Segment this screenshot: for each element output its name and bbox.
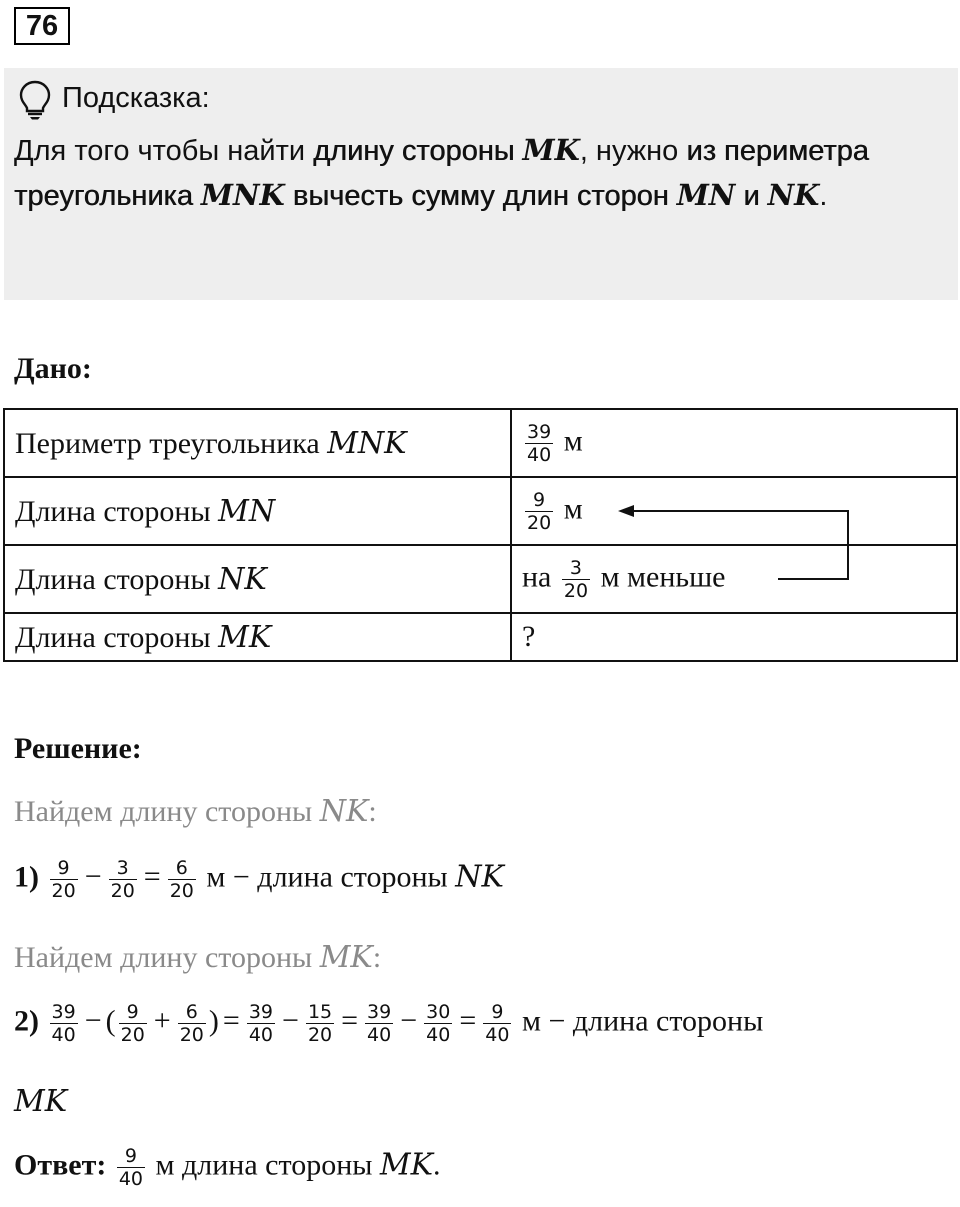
given-value: ? [511, 613, 957, 661]
solution-heading: Решение: [14, 732, 142, 765]
hint-title: Подсказка: [62, 82, 210, 114]
fraction: $\frac{9}{40}$ [118, 1145, 144, 1190]
step1-equation: 1) $\frac{9}{20}$ − $\frac{3}{20}$ = $\frac{6}{20}$ м − длина стороны NK [14, 857, 504, 902]
fraction: $\frac{3}{20}$ [563, 556, 589, 602]
table-row [4, 613, 957, 661]
answer: Ответ: $\frac{9}{40}$ м длина стороны MK. [14, 1145, 441, 1190]
table-row [4, 409, 957, 477]
step2-equation-var: MK [14, 1084, 68, 1119]
given-value: на $\frac{3}{20}$ м меньше [511, 545, 957, 613]
step2-intro: Найдем длину стороны MK: [14, 940, 382, 975]
hint-box [4, 68, 958, 300]
given-label: Длина стороны MN [4, 477, 511, 545]
given-value: $\frac{39}{40}$ м [511, 409, 957, 477]
step2-equation: 2) $\frac{39}{40}$ − ( $\frac{9}{20}$ + $\frac{6}{20}$ ) = $\frac{39}{40}$ − $\frac{15}{20}$ = $\frac{39}{40}$ − $\frac{30}{40}$ = $\frac{9}{40}$ м − длина стороны [14, 1001, 764, 1046]
fraction: $\frac{9}{20}$ [527, 488, 552, 534]
given-label: Длина стороны NK [4, 545, 511, 613]
step1-intro: Найдем длину стороны NK: [14, 794, 377, 829]
comparison-arrow [610, 500, 860, 590]
given-heading: Дано: [14, 352, 92, 385]
lightbulb-icon [18, 80, 52, 120]
given-label: Периметр треугольника MNK [4, 409, 511, 477]
hint-text: Для того чтобы найти длину стороны MK, нужно из периметра треугольника MNK вычесть сумму длин сторон MN и NK. [14, 133, 869, 212]
given-value: $\frac{9}{20}$ м [511, 477, 957, 545]
fraction: $\frac{39}{40}$ [527, 420, 552, 466]
task-number: 76 [14, 7, 70, 45]
given-label: Длина стороны MK [4, 613, 511, 661]
